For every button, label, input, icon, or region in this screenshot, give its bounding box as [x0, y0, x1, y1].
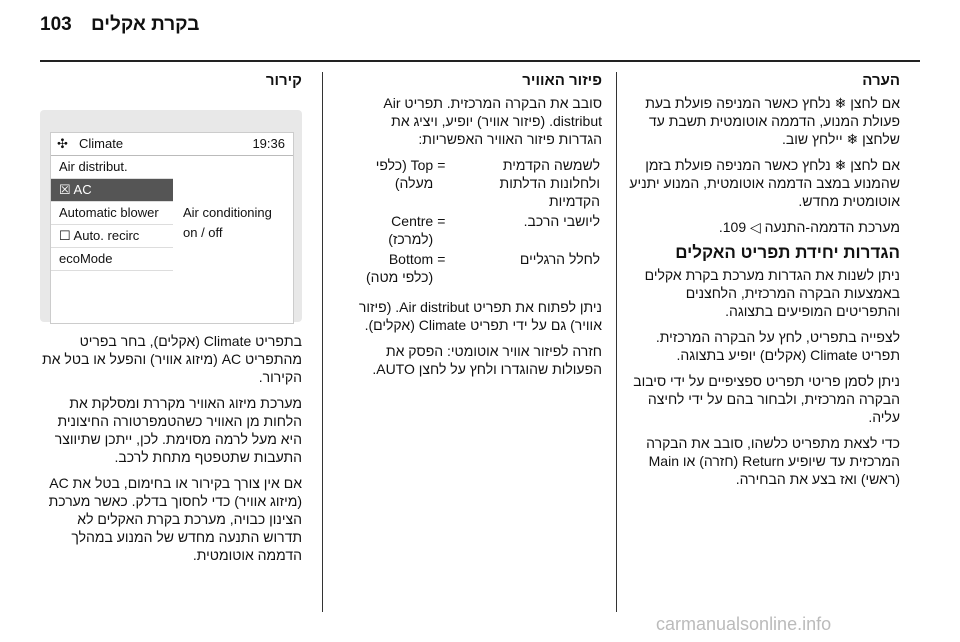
screen-time: 19:36 — [252, 136, 285, 151]
section-heading: קירור — [265, 72, 302, 89]
option-key: Bottom (כלפי מטה) — [365, 251, 434, 285]
body-paragraph: ניתן לשנות את הגדרות מערכת בקרת אקלים באמצעות הבקרה המרכזית, הלחצנים והתפריטים המופיעים בתצוגה. — [644, 267, 900, 319]
climate-screen-illustration — [40, 110, 302, 322]
middle-column — [352, 72, 602, 386]
body-paragraph: לצפייה בתפריט, לחץ על הבקרה המרכזית. תפריט Climate (אקלים) יופיע בתצוגה. — [655, 329, 900, 363]
option-eq: = — [437, 213, 446, 229]
section-heading: פיזור האוויר — [522, 72, 602, 89]
section-heading: הגדרות יחידת תפריט האקלים — [675, 243, 900, 262]
screen-title: Climate — [79, 136, 124, 151]
option-eq: = — [437, 251, 446, 267]
right-column — [624, 72, 900, 496]
page-number: 103 — [40, 14, 72, 35]
fan-icon: ✣ — [57, 136, 68, 151]
body-paragraph: מערכת מיזוג האוויר מקררת ומסלקת את הלחות מן האוויר כשהטמפרטורה החיצונית היא מעל לרמה מסוימת. לכן, ייתכן שתיווצר התעבות שתטפטף מתחת לרכב. — [54, 395, 302, 465]
table-row — [352, 250, 602, 288]
menu-item-selected: ☒ AC — [51, 179, 173, 202]
menu-item: Automatic blower — [51, 202, 173, 225]
watermark: carmanualsonline.info — [656, 614, 832, 634]
body-paragraph: אם אין צורך בקירור או בחימום, בטל את AC (מיזוג אוויר) כדי לחסוך בדלק. כאשר מערכת הצינון כבויה, מערכת בקרת האקלים לא תדרוש התנעה מחדש של המנוע במהלך הדממה אוטומטית. — [48, 475, 302, 563]
cross-reference: מערכת הדממה-התנעה ◁ 109. — [718, 219, 900, 235]
left-column — [40, 72, 302, 94]
body-paragraph: ניתן לפתוח את תפריט Air distribut. (פיזור אוויר) גם על ידי תפריט Climate (אקלים). — [358, 299, 602, 333]
body-paragraph: סובב את הבקרה המרכזית. תפריט Air distribut. (פיזור אוויר) יופיע, ויציג את הגדרות פיזור האוויר האפשריות: — [383, 95, 602, 147]
option-desc: ליושבי הרכב. — [523, 213, 600, 229]
screen-title-bar — [51, 133, 293, 156]
options-table — [352, 156, 602, 288]
note-heading: הערה — [862, 72, 900, 89]
column-divider — [322, 72, 323, 612]
screen-display — [50, 132, 294, 324]
screen-menu — [51, 156, 173, 271]
option-key: Centre (למרכז) — [388, 213, 434, 247]
menu-item: ☐ Auto. recirc — [51, 225, 173, 248]
body-paragraph: כדי לצאת מתפריט כלשהו, סובב את הבקרה המרכזית עד שיופיע Return (חזרה) או Main (ראשי) ואז בצע את הבחירה. — [646, 435, 900, 487]
page-header — [40, 14, 199, 36]
side-value: on / off — [183, 225, 223, 240]
body-paragraph: חזרה לפיזור אוויר אוטומטי: הפסק את הפעולות שהוגדרו ולחץ על לחצן AUTO. — [372, 343, 602, 377]
screen-side-panel — [183, 203, 272, 243]
option-eq: = — [437, 157, 446, 173]
note-paragraph: אם לחצן ❄ נלחץ כאשר המניפה פועלת בעת פעולת המנוע, הדממה אוטומטית תשבת עד שלחצן ❄ יילחץ שוב. — [645, 95, 900, 147]
body-paragraph: בתפריט Climate (אקלים), בחר בפריט מהתפריט AC (מיזוג אוויר) והפעל או בטל את הקירור. — [42, 333, 302, 385]
page-title: בקרת אקלים — [90, 14, 200, 35]
option-desc: לחלל הרגליים — [519, 251, 600, 267]
column-divider — [616, 72, 617, 612]
left-column-body — [40, 332, 302, 572]
table-row — [352, 212, 602, 250]
option-key: Top (כלפי מעלה) — [375, 157, 434, 191]
note-paragraph: אם לחצן ❄ נלחץ כאשר המניפה פועלת בזמן שהמנוע במצב הדממה אוטומטית, המנוע יתניע אוטומטית מחדש. — [629, 157, 900, 209]
menu-item: Air distribut. — [51, 156, 173, 179]
menu-item: ecoMode — [51, 248, 173, 271]
option-desc: לשמשה הקדמית ולחלונות הדלתות הקדמיות — [499, 157, 600, 209]
side-title: Air conditioning — [183, 205, 272, 220]
table-row — [352, 156, 602, 212]
header-rule — [40, 60, 920, 62]
body-paragraph: ניתן לסמן פריטי תפריט ספציפיים על ידי סיבוב הבקרה המרכזית, ולבחור בהם על ידי לחיצה עליה. — [633, 373, 900, 425]
